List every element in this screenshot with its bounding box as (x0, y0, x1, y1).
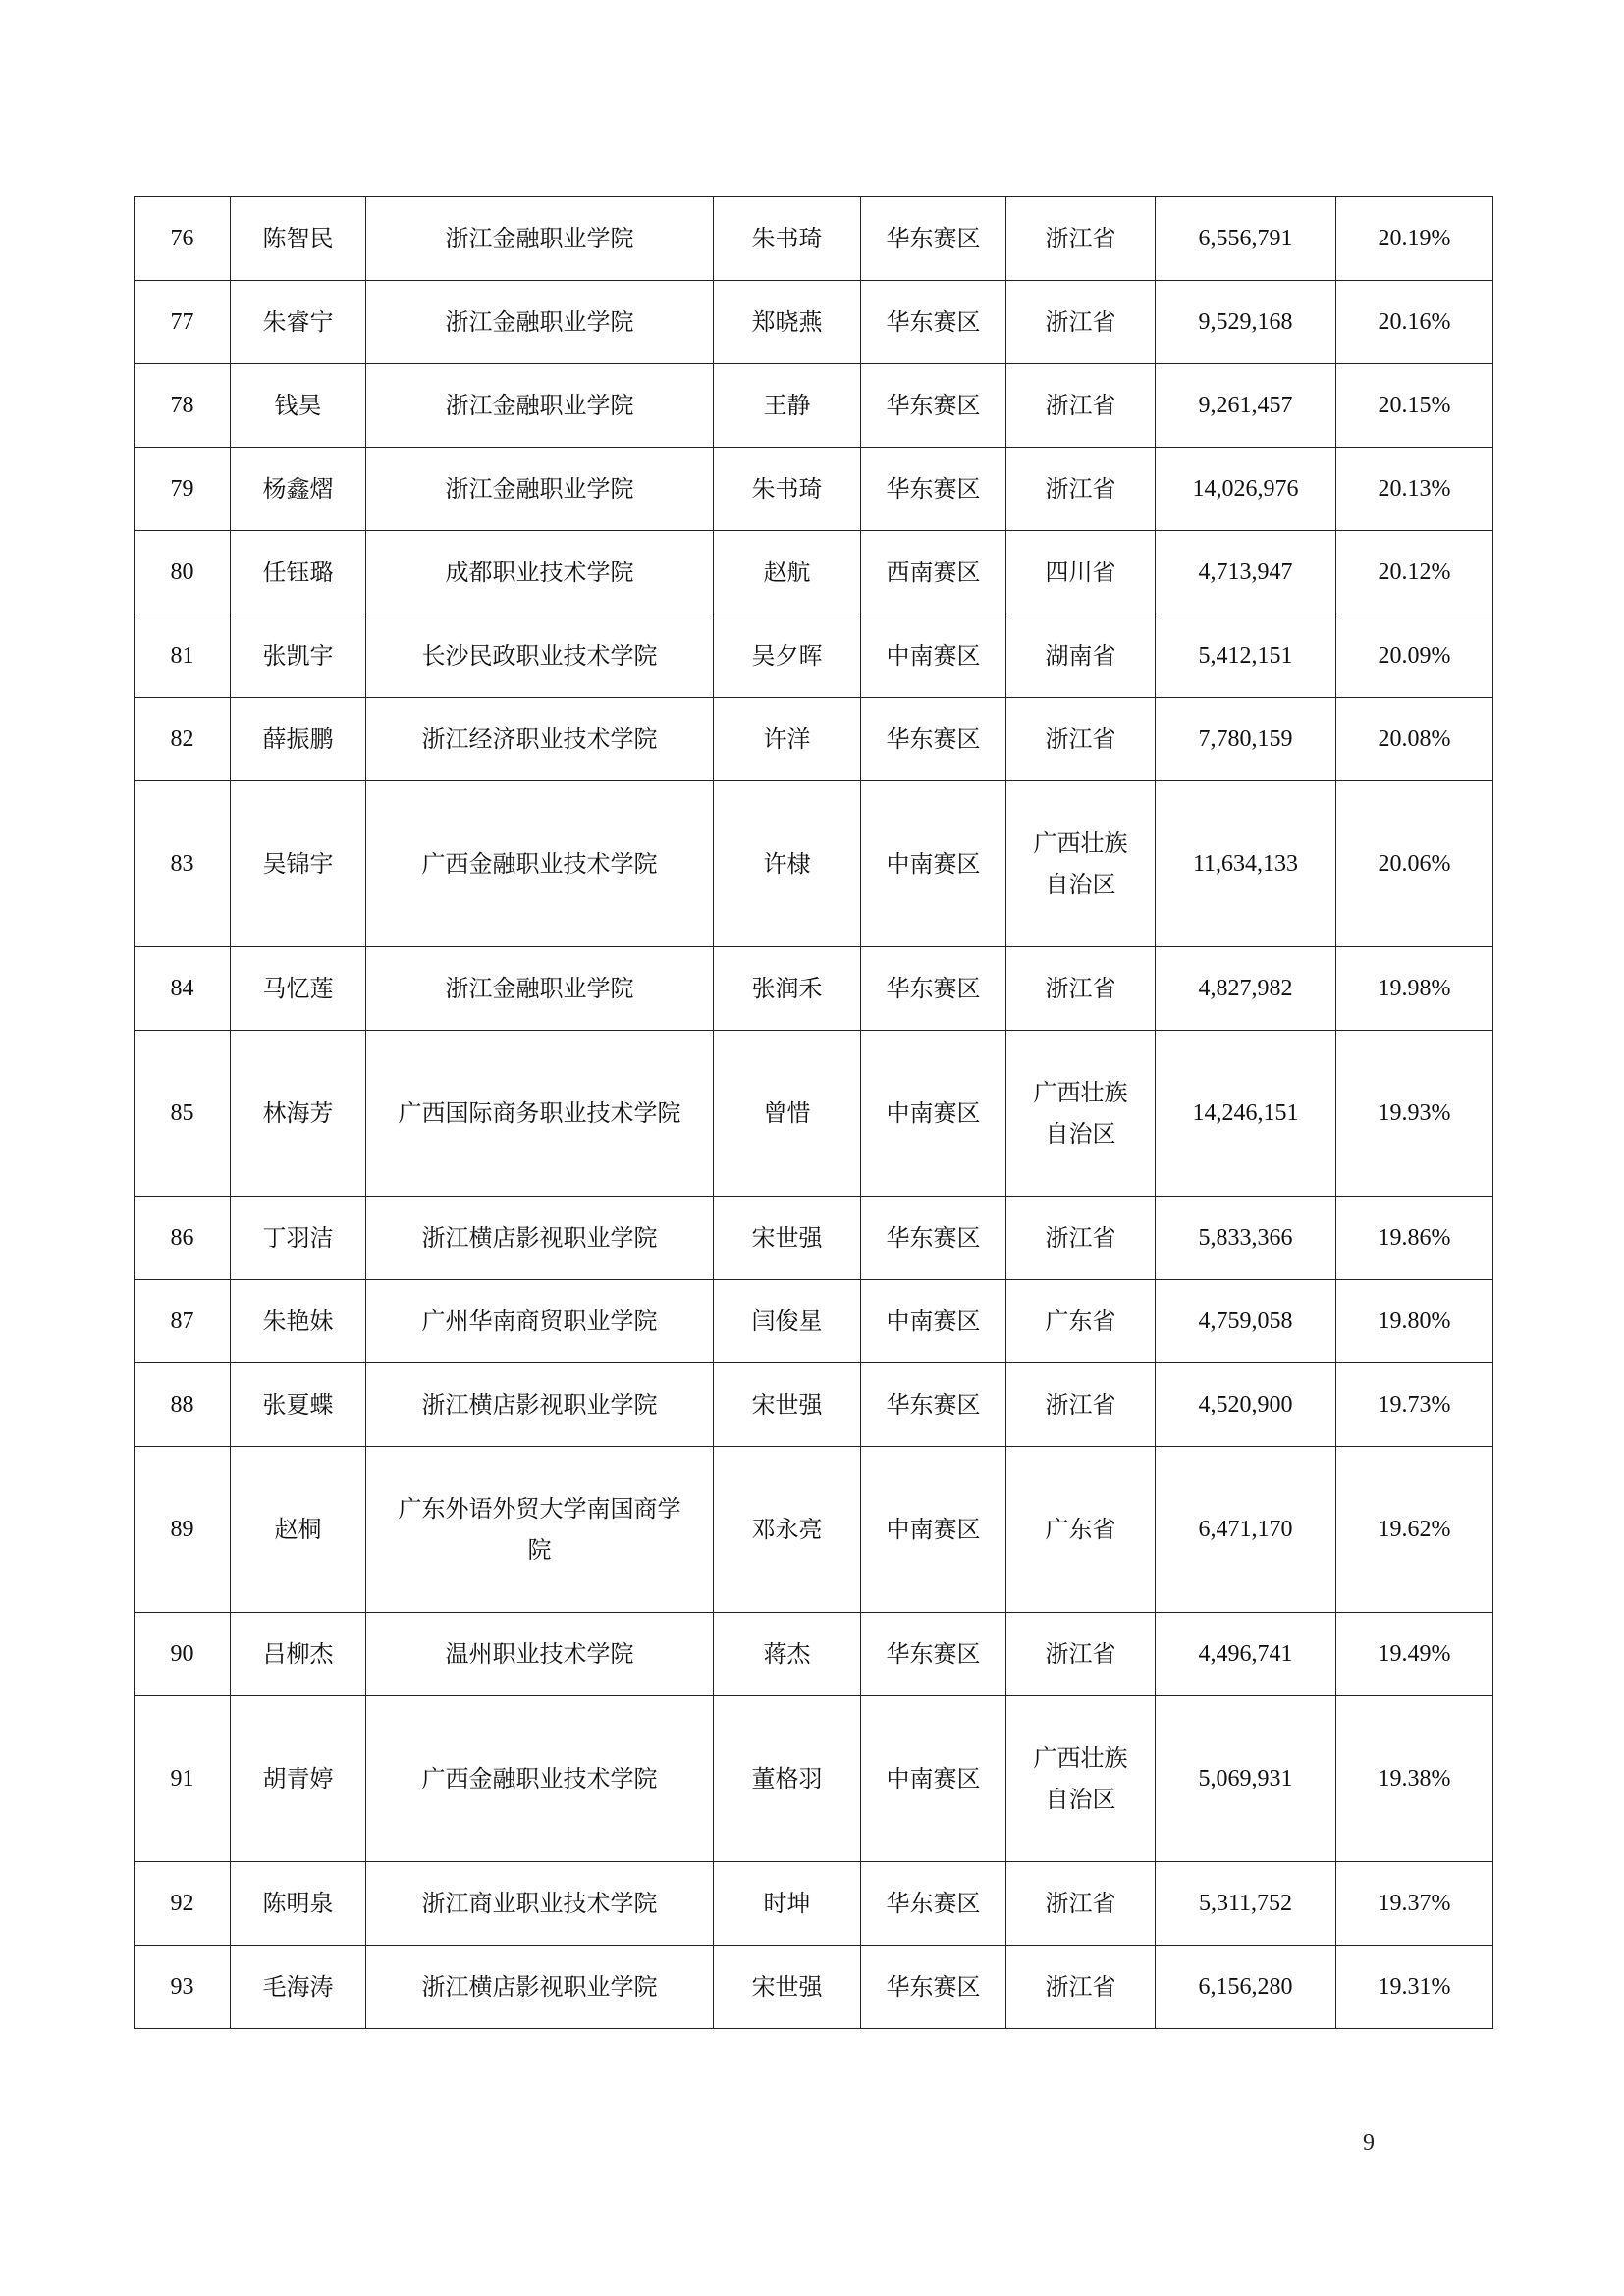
division-cell: 西南赛区 (861, 531, 1006, 614)
student-name-cell: 马忆莲 (231, 947, 366, 1031)
division-cell: 华东赛区 (861, 448, 1006, 531)
table-row (135, 1946, 1493, 2029)
school-cell: 浙江金融职业学院 (366, 281, 714, 364)
teacher-cell: 许棣 (714, 781, 861, 947)
school-cell: 广东外语外贸大学南国商学 院 (366, 1447, 714, 1613)
student-name-cell: 薛振鹏 (231, 698, 366, 781)
rank-cell: 93 (135, 1946, 231, 2029)
assets-cell: 9,529,168 (1156, 281, 1336, 364)
table-row (135, 531, 1493, 614)
return-rate-cell: 20.19% (1336, 197, 1493, 281)
division-cell: 中南赛区 (861, 1696, 1006, 1862)
assets-cell: 6,156,280 (1156, 1946, 1336, 2029)
province-cell: 广东省 (1006, 1280, 1156, 1363)
table-row (135, 448, 1493, 531)
return-rate-cell: 20.08% (1336, 698, 1493, 781)
division-cell: 中南赛区 (861, 1031, 1006, 1197)
division-cell: 中南赛区 (861, 1447, 1006, 1613)
rank-cell: 80 (135, 531, 231, 614)
student-name-cell: 陈智民 (231, 197, 366, 281)
division-cell: 华东赛区 (861, 1862, 1006, 1946)
return-rate-cell: 19.37% (1336, 1862, 1493, 1946)
teacher-cell: 蒋杰 (714, 1613, 861, 1696)
province-cell: 浙江省 (1006, 1363, 1156, 1447)
division-cell: 华东赛区 (861, 364, 1006, 448)
return-rate-cell: 19.73% (1336, 1363, 1493, 1447)
division-cell: 华东赛区 (861, 1613, 1006, 1696)
table-row (135, 947, 1493, 1031)
province-cell: 湖南省 (1006, 614, 1156, 698)
student-name-cell: 朱睿宁 (231, 281, 366, 364)
rank-cell: 91 (135, 1696, 231, 1862)
teacher-cell: 王静 (714, 364, 861, 448)
table-row (135, 197, 1493, 281)
student-name-cell: 吕柳杰 (231, 1613, 366, 1696)
province-cell: 浙江省 (1006, 1946, 1156, 2029)
assets-cell: 4,759,058 (1156, 1280, 1336, 1363)
school-cell: 广西金融职业技术学院 (366, 1696, 714, 1862)
assets-cell: 4,713,947 (1156, 531, 1336, 614)
assets-cell: 7,780,159 (1156, 698, 1336, 781)
assets-cell: 5,412,151 (1156, 614, 1336, 698)
division-cell: 华东赛区 (861, 1946, 1006, 2029)
table-row (135, 1862, 1493, 1946)
return-rate-cell: 19.80% (1336, 1280, 1493, 1363)
school-cell: 长沙民政职业技术学院 (366, 614, 714, 698)
division-cell: 中南赛区 (861, 614, 1006, 698)
assets-cell: 14,026,976 (1156, 448, 1336, 531)
table-row (135, 364, 1493, 448)
teacher-cell: 宋世强 (714, 1946, 861, 2029)
rank-cell: 84 (135, 947, 231, 1031)
table-row (135, 1696, 1493, 1862)
ranking-table (134, 196, 1493, 2029)
division-cell: 华东赛区 (861, 698, 1006, 781)
assets-cell: 5,069,931 (1156, 1696, 1336, 1862)
student-name-cell: 朱艳妹 (231, 1280, 366, 1363)
table-row (135, 1363, 1493, 1447)
teacher-cell: 许洋 (714, 698, 861, 781)
student-name-cell: 杨鑫熠 (231, 448, 366, 531)
return-rate-cell: 20.09% (1336, 614, 1493, 698)
student-name-cell: 张夏蝶 (231, 1363, 366, 1447)
province-cell: 广西壮族 自治区 (1006, 1031, 1156, 1197)
teacher-cell: 赵航 (714, 531, 861, 614)
school-cell: 浙江横店影视职业学院 (366, 1363, 714, 1447)
rank-cell: 81 (135, 614, 231, 698)
student-name-cell: 赵桐 (231, 1447, 366, 1613)
assets-cell: 9,261,457 (1156, 364, 1336, 448)
rank-cell: 87 (135, 1280, 231, 1363)
table-body (135, 197, 1493, 2029)
assets-cell: 4,496,741 (1156, 1613, 1336, 1696)
rank-cell: 82 (135, 698, 231, 781)
student-name-cell: 丁羽洁 (231, 1197, 366, 1280)
rank-cell: 77 (135, 281, 231, 364)
student-name-cell: 吴锦宇 (231, 781, 366, 947)
table-row (135, 781, 1493, 947)
student-name-cell: 胡青婷 (231, 1696, 366, 1862)
table-row (135, 1280, 1493, 1363)
return-rate-cell: 20.12% (1336, 531, 1493, 614)
teacher-cell: 闫俊星 (714, 1280, 861, 1363)
rank-cell: 83 (135, 781, 231, 947)
assets-cell: 5,311,752 (1156, 1862, 1336, 1946)
province-cell: 浙江省 (1006, 281, 1156, 364)
return-rate-cell: 19.38% (1336, 1696, 1493, 1862)
teacher-cell: 朱书琦 (714, 448, 861, 531)
return-rate-cell: 19.98% (1336, 947, 1493, 1031)
province-cell: 广西壮族 自治区 (1006, 1696, 1156, 1862)
division-cell: 华东赛区 (861, 197, 1006, 281)
teacher-cell: 宋世强 (714, 1197, 861, 1280)
student-name-cell: 张凯宇 (231, 614, 366, 698)
division-cell: 华东赛区 (861, 1197, 1006, 1280)
province-cell: 浙江省 (1006, 1197, 1156, 1280)
rank-cell: 92 (135, 1862, 231, 1946)
province-cell: 浙江省 (1006, 698, 1156, 781)
division-cell: 华东赛区 (861, 947, 1006, 1031)
student-name-cell: 林海芳 (231, 1031, 366, 1197)
rank-cell: 79 (135, 448, 231, 531)
return-rate-cell: 19.86% (1336, 1197, 1493, 1280)
school-cell: 浙江金融职业学院 (366, 364, 714, 448)
table-row (135, 1613, 1493, 1696)
school-cell: 浙江金融职业学院 (366, 448, 714, 531)
table-row (135, 614, 1493, 698)
province-cell: 广东省 (1006, 1447, 1156, 1613)
table-row (135, 281, 1493, 364)
teacher-cell: 董格羽 (714, 1696, 861, 1862)
school-cell: 浙江金融职业学院 (366, 947, 714, 1031)
table-row (135, 1447, 1493, 1613)
rank-cell: 76 (135, 197, 231, 281)
return-rate-cell: 20.13% (1336, 448, 1493, 531)
province-cell: 浙江省 (1006, 1862, 1156, 1946)
school-cell: 浙江商业职业技术学院 (366, 1862, 714, 1946)
province-cell: 浙江省 (1006, 947, 1156, 1031)
return-rate-cell: 20.16% (1336, 281, 1493, 364)
rank-cell: 90 (135, 1613, 231, 1696)
school-cell: 广西国际商务职业技术学院 (366, 1031, 714, 1197)
school-cell: 温州职业技术学院 (366, 1613, 714, 1696)
assets-cell: 4,827,982 (1156, 947, 1336, 1031)
return-rate-cell: 20.06% (1336, 781, 1493, 947)
page-number: 9 (1363, 2130, 1375, 2156)
student-name-cell: 陈明泉 (231, 1862, 366, 1946)
assets-cell: 5,833,366 (1156, 1197, 1336, 1280)
school-cell: 浙江经济职业技术学院 (366, 698, 714, 781)
rank-cell: 78 (135, 364, 231, 448)
teacher-cell: 张润禾 (714, 947, 861, 1031)
division-cell: 华东赛区 (861, 281, 1006, 364)
school-cell: 成都职业技术学院 (366, 531, 714, 614)
rank-cell: 86 (135, 1197, 231, 1280)
school-cell: 广州华南商贸职业学院 (366, 1280, 714, 1363)
school-cell: 浙江横店影视职业学院 (366, 1197, 714, 1280)
province-cell: 四川省 (1006, 531, 1156, 614)
return-rate-cell: 19.49% (1336, 1613, 1493, 1696)
province-cell: 浙江省 (1006, 364, 1156, 448)
assets-cell: 11,634,133 (1156, 781, 1336, 947)
assets-cell: 6,471,170 (1156, 1447, 1336, 1613)
province-cell: 浙江省 (1006, 197, 1156, 281)
return-rate-cell: 19.93% (1336, 1031, 1493, 1197)
teacher-cell: 邓永亮 (714, 1447, 861, 1613)
assets-cell: 6,556,791 (1156, 197, 1336, 281)
return-rate-cell: 20.15% (1336, 364, 1493, 448)
table-row (135, 1031, 1493, 1197)
school-cell: 广西金融职业技术学院 (366, 781, 714, 947)
teacher-cell: 郑晓燕 (714, 281, 861, 364)
province-cell: 广西壮族 自治区 (1006, 781, 1156, 947)
school-cell: 浙江金融职业学院 (366, 197, 714, 281)
province-cell: 浙江省 (1006, 448, 1156, 531)
student-name-cell: 钱昊 (231, 364, 366, 448)
table-row (135, 698, 1493, 781)
teacher-cell: 朱书琦 (714, 197, 861, 281)
school-cell: 浙江横店影视职业学院 (366, 1946, 714, 2029)
teacher-cell: 曾惜 (714, 1031, 861, 1197)
rank-cell: 85 (135, 1031, 231, 1197)
division-cell: 华东赛区 (861, 1363, 1006, 1447)
student-name-cell: 任钰璐 (231, 531, 366, 614)
division-cell: 中南赛区 (861, 1280, 1006, 1363)
division-cell: 中南赛区 (861, 781, 1006, 947)
assets-cell: 14,246,151 (1156, 1031, 1336, 1197)
return-rate-cell: 19.62% (1336, 1447, 1493, 1613)
assets-cell: 4,520,900 (1156, 1363, 1336, 1447)
teacher-cell: 吴夕晖 (714, 614, 861, 698)
student-name-cell: 毛海涛 (231, 1946, 366, 2029)
return-rate-cell: 19.31% (1336, 1946, 1493, 2029)
rank-cell: 88 (135, 1363, 231, 1447)
table-row (135, 1197, 1493, 1280)
teacher-cell: 宋世强 (714, 1363, 861, 1447)
teacher-cell: 时坤 (714, 1862, 861, 1946)
province-cell: 浙江省 (1006, 1613, 1156, 1696)
rank-cell: 89 (135, 1447, 231, 1613)
